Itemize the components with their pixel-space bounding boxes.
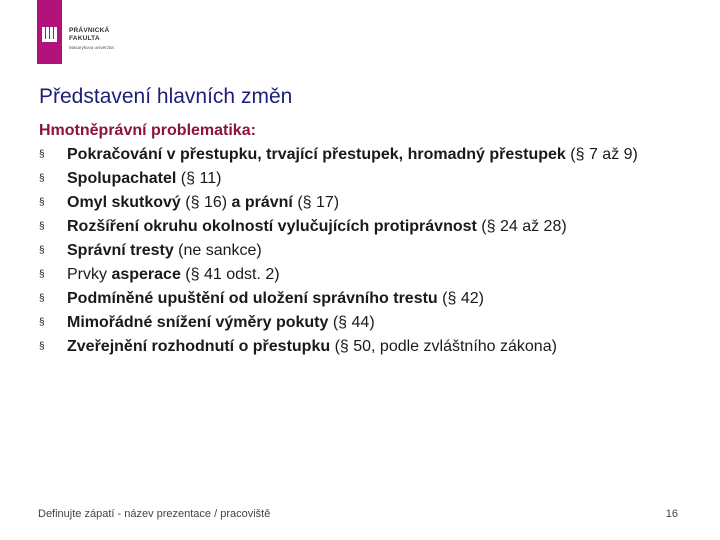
list-item — [39, 215, 671, 239]
logo-line-1: PRÁVNICKÁ — [69, 27, 110, 34]
item-bold-text: Spolupachatel — [67, 170, 177, 187]
subheading: Hmotněprávní problematika: — [39, 122, 256, 139]
mu-logo-icon — [42, 27, 57, 42]
item-text: (§ 42) — [437, 290, 484, 307]
list-item — [39, 287, 671, 311]
bullet-icon: § — [39, 173, 45, 184]
item-text: (§ 24 až 28) — [476, 218, 567, 235]
faculty-logo — [37, 0, 147, 64]
bullet-icon: § — [39, 221, 45, 232]
item-text: Prvky — [67, 266, 112, 283]
bullet-icon: § — [39, 341, 45, 352]
item-bold-text: Mimořádné snížení výměry pokuty — [67, 314, 329, 331]
item-text-2: (§ 17) — [292, 194, 340, 211]
item-text: (§ 16) — [180, 194, 232, 211]
page-number: 16 — [665, 508, 678, 520]
bullet-icon: § — [39, 149, 45, 160]
logo-line-2: FAKULTA — [69, 35, 100, 42]
list-item — [39, 167, 671, 191]
logo-mark — [37, 0, 62, 64]
logo-line-3: Masarykova univerzita — [69, 45, 114, 50]
item-text: (§ 11) — [176, 170, 222, 187]
list-item — [39, 263, 671, 287]
list-item — [39, 335, 671, 359]
list-item — [39, 191, 671, 215]
item-text: (§ 44) — [328, 314, 375, 331]
slide-title: Představení hlavních změn — [39, 85, 293, 108]
slide-content — [39, 119, 671, 359]
bullet-icon: § — [39, 317, 45, 328]
list-item — [39, 239, 671, 263]
list-item — [39, 143, 671, 167]
bullet-list — [39, 143, 671, 359]
item-bold-text: Zveřejnění rozhodnutí o přestupku — [67, 338, 331, 355]
item-bold-text: Rozšíření okruhu okolností vylučujících protiprávnost — [67, 218, 477, 235]
item-bold-text: Podmíněné upuštění od uložení správního trestu — [67, 290, 438, 307]
item-text: (§ 7 až 9) — [565, 146, 638, 163]
item-bold-text: Správní tresty — [67, 242, 174, 259]
list-item — [39, 311, 671, 335]
bullet-icon: § — [39, 269, 45, 280]
item-bold-text: Pokračování v přestupku, trvající přestupek, hromadný přestupek — [67, 146, 566, 163]
footer-text: Definujte zápatí - název prezentace / pracoviště — [38, 508, 271, 520]
item-bold-text-2: a právní — [231, 194, 293, 211]
bullet-icon: § — [39, 293, 45, 304]
item-text: (§ 50, podle zvláštního zákona) — [330, 338, 557, 355]
logo-text — [69, 28, 149, 52]
item-bold-text: Omyl skutkový — [67, 194, 181, 211]
item-text: (ne sankce) — [173, 242, 262, 259]
item-text-2: (§ 41 odst. 2) — [180, 266, 280, 283]
bullet-icon: § — [39, 197, 45, 208]
item-bold-text-2: asperace — [111, 266, 181, 283]
bullet-icon: § — [39, 245, 45, 256]
